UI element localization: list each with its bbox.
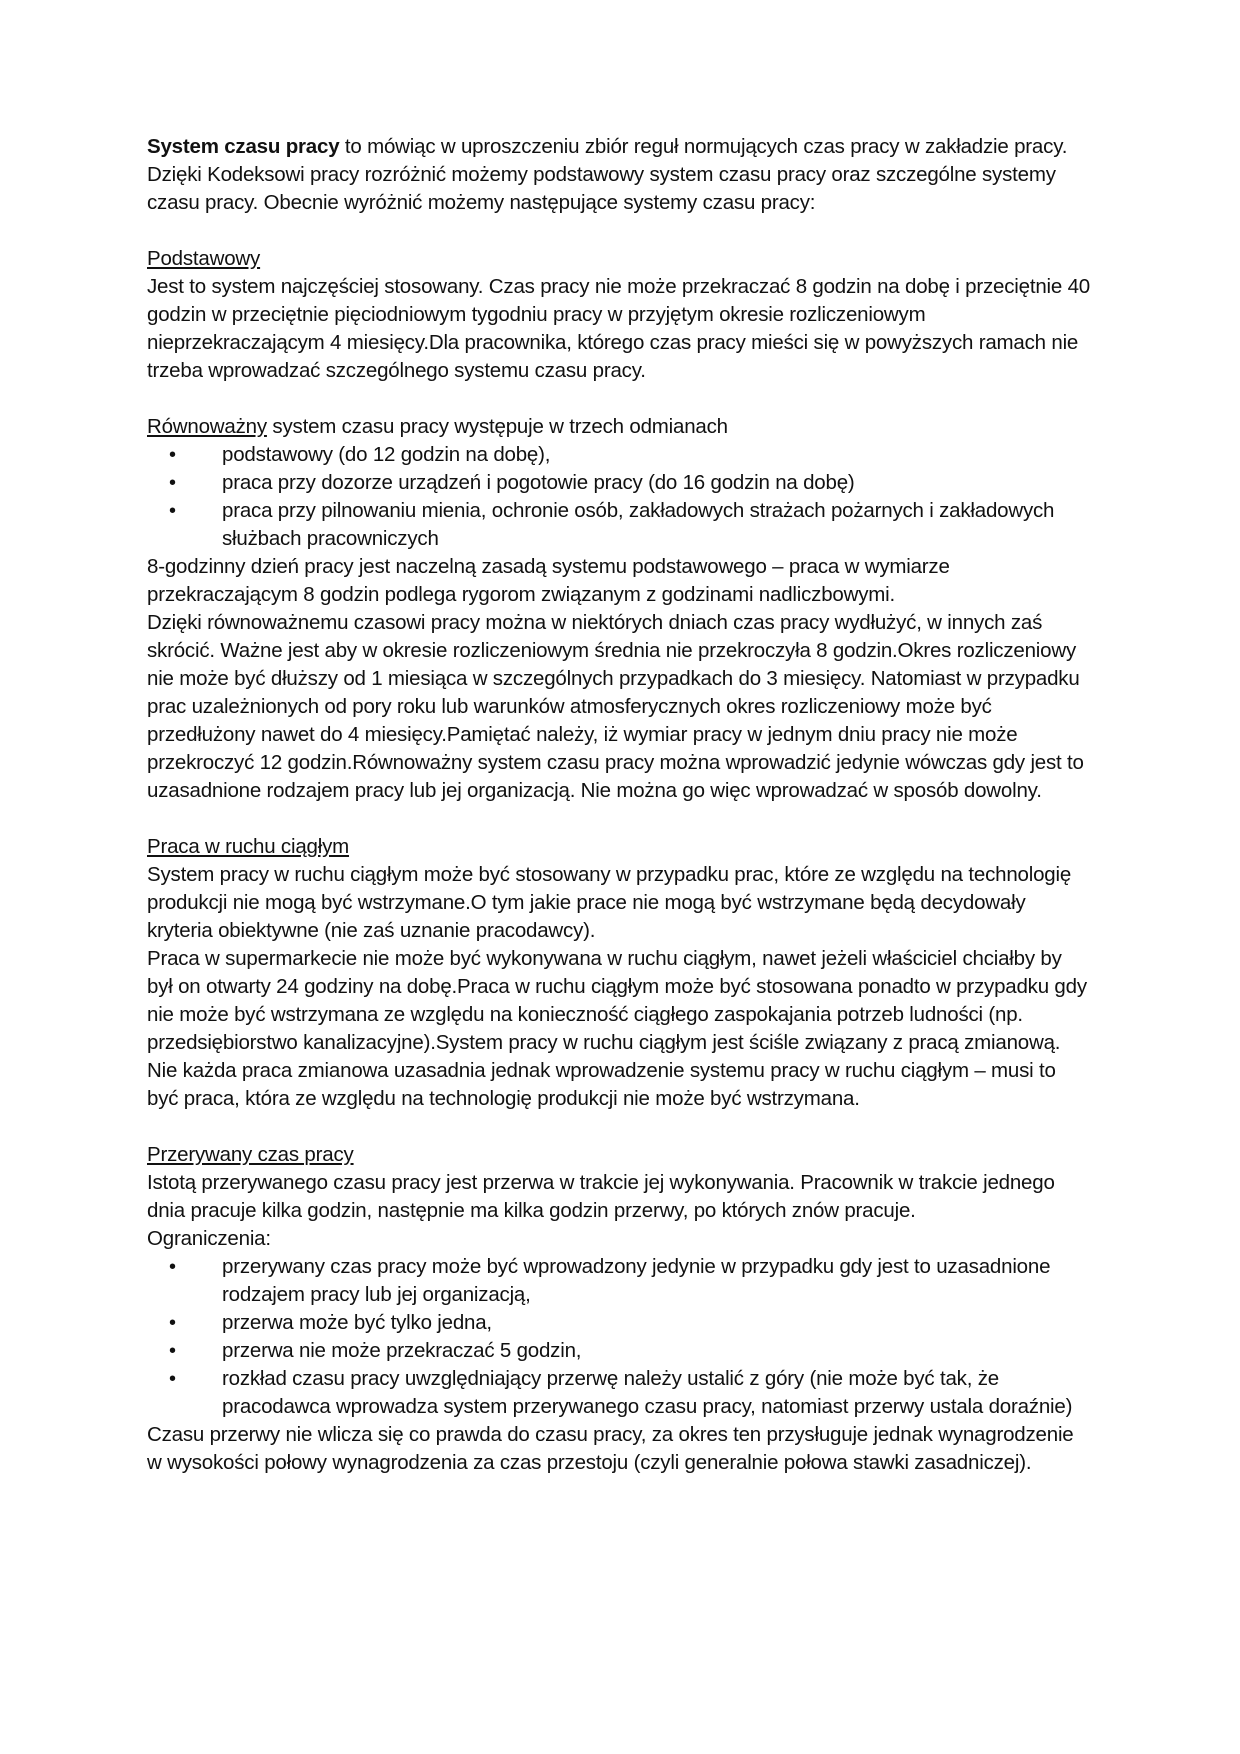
przerywany-paragraph-3: Czasu przerwy nie wlicza się co prawda do czasu pracy, za okres ten przysługuje jednak wynagrodzenie w wysokości połowy wynagrodzenia za czas przestoju (czyli generalnie połowa stawki zasadniczej). <box>147 1423 1074 1474</box>
przerywany-ograniczenia-label: Ograniczenia: <box>147 1227 271 1250</box>
podstawowy-paragraph: Jest to system najczęściej stosowany. Czas pracy nie może przekraczać 8 godzin na dobę i przeciętnie 40 godzin w przeciętnie pięciodniowym tygodniu pracy w przyjętym okresie rozliczeniowym nieprzekraczającym 4 miesięcy.Dla pracownika, którego czas pracy mieści się w powyższych ramach nie trzeba wprowadzać szczególnego systemu czasu pracy. <box>147 275 1090 382</box>
bullet-icon: • <box>169 1340 176 1362</box>
list-item <box>147 441 1092 469</box>
section-heading-podstawowy: Podstawowy <box>147 247 261 270</box>
list-item <box>147 1337 1092 1365</box>
bullet-icon: • <box>169 472 176 494</box>
list-item-text: rozkład czasu pracy uwzględniający przerwę należy ustalić z góry (nie może być tak, że pracodawca wprowadza system przerywanego czasu pracy, natomiast przerwy ustala doraźnie) <box>222 1367 1073 1418</box>
spacer <box>147 1113 1092 1141</box>
bullet-icon: • <box>169 1368 176 1390</box>
intro-text: to mówiąc w uproszczeniu zbiór reguł normujących czas pracy w zakładzie pracy. Dzięki Kodeksowi pracy rozróżnić możemy podstawowy system czasu pracy oraz szczególne systemy czasu pracy. Obecnie wyróżnić możemy następujące systemy czasu pracy: <box>147 135 1068 214</box>
bullet-icon: • <box>169 1312 176 1334</box>
bullet-icon: • <box>169 500 176 522</box>
spacer <box>147 805 1092 833</box>
rownowazny-bullet-list <box>147 441 1092 553</box>
spacer <box>147 385 1092 413</box>
ruch-ciagly-paragraph-1: System pracy w ruchu ciągłym może być stosowany w przypadku prac, które ze względu na technologię produkcji nie mogą być wstrzymane.O tym jakie prace nie mogą być wstrzymane będą decydowały kryteria obiektywne (nie zaś uznanie pracodawcy). <box>147 863 1072 942</box>
list-item <box>147 1365 1092 1421</box>
intro-paragraph <box>147 133 1092 217</box>
rownowazny-intro-text: system czasu pracy występuje w trzech odmianach <box>266 415 728 438</box>
section-heading-rownowazny: Równoważny <box>147 415 267 438</box>
ruch-ciagly-paragraph-2: Praca w supermarkecie nie może być wykonywana w ruchu ciągłym, nawet jeżeli właściciel chciałby by był on otwarty 24 godziny na dobę.Praca w ruchu ciągłym może być stosowana ponadto w przypadku gdy nie może być wstrzymana ze względu na konieczność ciągłego zaspokajania potrzeb ludności (np. przedsiębiorstwo kanalizacyjne).System pracy w ruchu ciągłym jest ściśle związany z pracą zmianową. Nie każda praca zmianowa uzasadnia jednak wprowadzenie systemu pracy w ruchu ciągłym – musi to być praca, która ze względu na technologię produkcji nie może być wstrzymana. <box>147 947 1087 1110</box>
list-item <box>147 1253 1092 1309</box>
document-page <box>147 133 1092 1477</box>
section-heading-przerywany: Przerywany czas pracy <box>147 1143 354 1166</box>
spacer <box>147 217 1092 245</box>
list-item <box>147 1309 1092 1337</box>
list-item <box>147 497 1092 553</box>
list-item-text: przerywany czas pracy może być wprowadzony jedynie w przypadku gdy jest to uzasadnione rodzajem pracy lub jej organizacją, <box>222 1255 1051 1306</box>
intro-bold-term: System czasu pracy <box>147 135 340 158</box>
bullet-icon: • <box>169 444 176 466</box>
przerywany-paragraph-1: Istotą przerywanego czasu pracy jest przerwa w trakcie jej wykonywania. Pracownik w trakcie jednego dnia pracuje kilka godzin, następnie ma kilka godzin przerwy, po których znów pracuje. <box>147 1171 1055 1222</box>
list-item <box>147 469 1092 497</box>
list-item-text: podstawowy (do 12 godzin na dobę), <box>222 443 551 466</box>
rownowazny-paragraph-2: Dzięki równoważnemu czasowi pracy można w niektórych dniach czas pracy wydłużyć, w innych zaś skrócić. Ważne jest aby w okresie rozliczeniowym średnia nie przekroczyła 8 godzin.Okres rozliczeniowy nie może być dłuższy od 1 miesiąca w szczególnych przypadkach do 3 miesięcy. Natomiast w przypadku prac uzależnionych od pory roku lub warunków atmosferycznych okres rozliczeniowy może być przedłużony nawet do 4 miesięcy.Pamiętać należy, iż wymiar pracy w jednym dniu pracy nie może przekroczyć 12 godzin.Równoważny system czasu pracy można wprowadzić jedynie wówczas gdy jest to uzasadnione rodzajem pracy lub jej organizacją. Nie można go więc wprowadzać w sposób dowolny. <box>147 611 1084 802</box>
list-item-text: praca przy pilnowaniu mienia, ochronie osób, zakładowych strażach pożarnych i zakładowych służbach pracowniczych <box>222 499 1055 550</box>
list-item-text: przerwa nie może przekraczać 5 godzin, <box>222 1339 582 1362</box>
bullet-icon: • <box>169 1256 176 1278</box>
przerywany-bullet-list <box>147 1253 1092 1421</box>
rownowazny-intro <box>147 413 1092 441</box>
list-item-text: praca przy dozorze urządzeń i pogotowie pracy (do 16 godzin na dobę) <box>222 471 855 494</box>
list-item-text: przerwa może być tylko jedna, <box>222 1311 492 1334</box>
rownowazny-paragraph-1: 8-godzinny dzień pracy jest naczelną zasadą systemu podstawowego – praca w wymiarze przekraczającym 8 godzin podlega rygorom związanym z godzinami nadliczbowymi. <box>147 555 950 606</box>
section-heading-ruch-ciagly: Praca w ruchu ciągłym <box>147 835 350 858</box>
